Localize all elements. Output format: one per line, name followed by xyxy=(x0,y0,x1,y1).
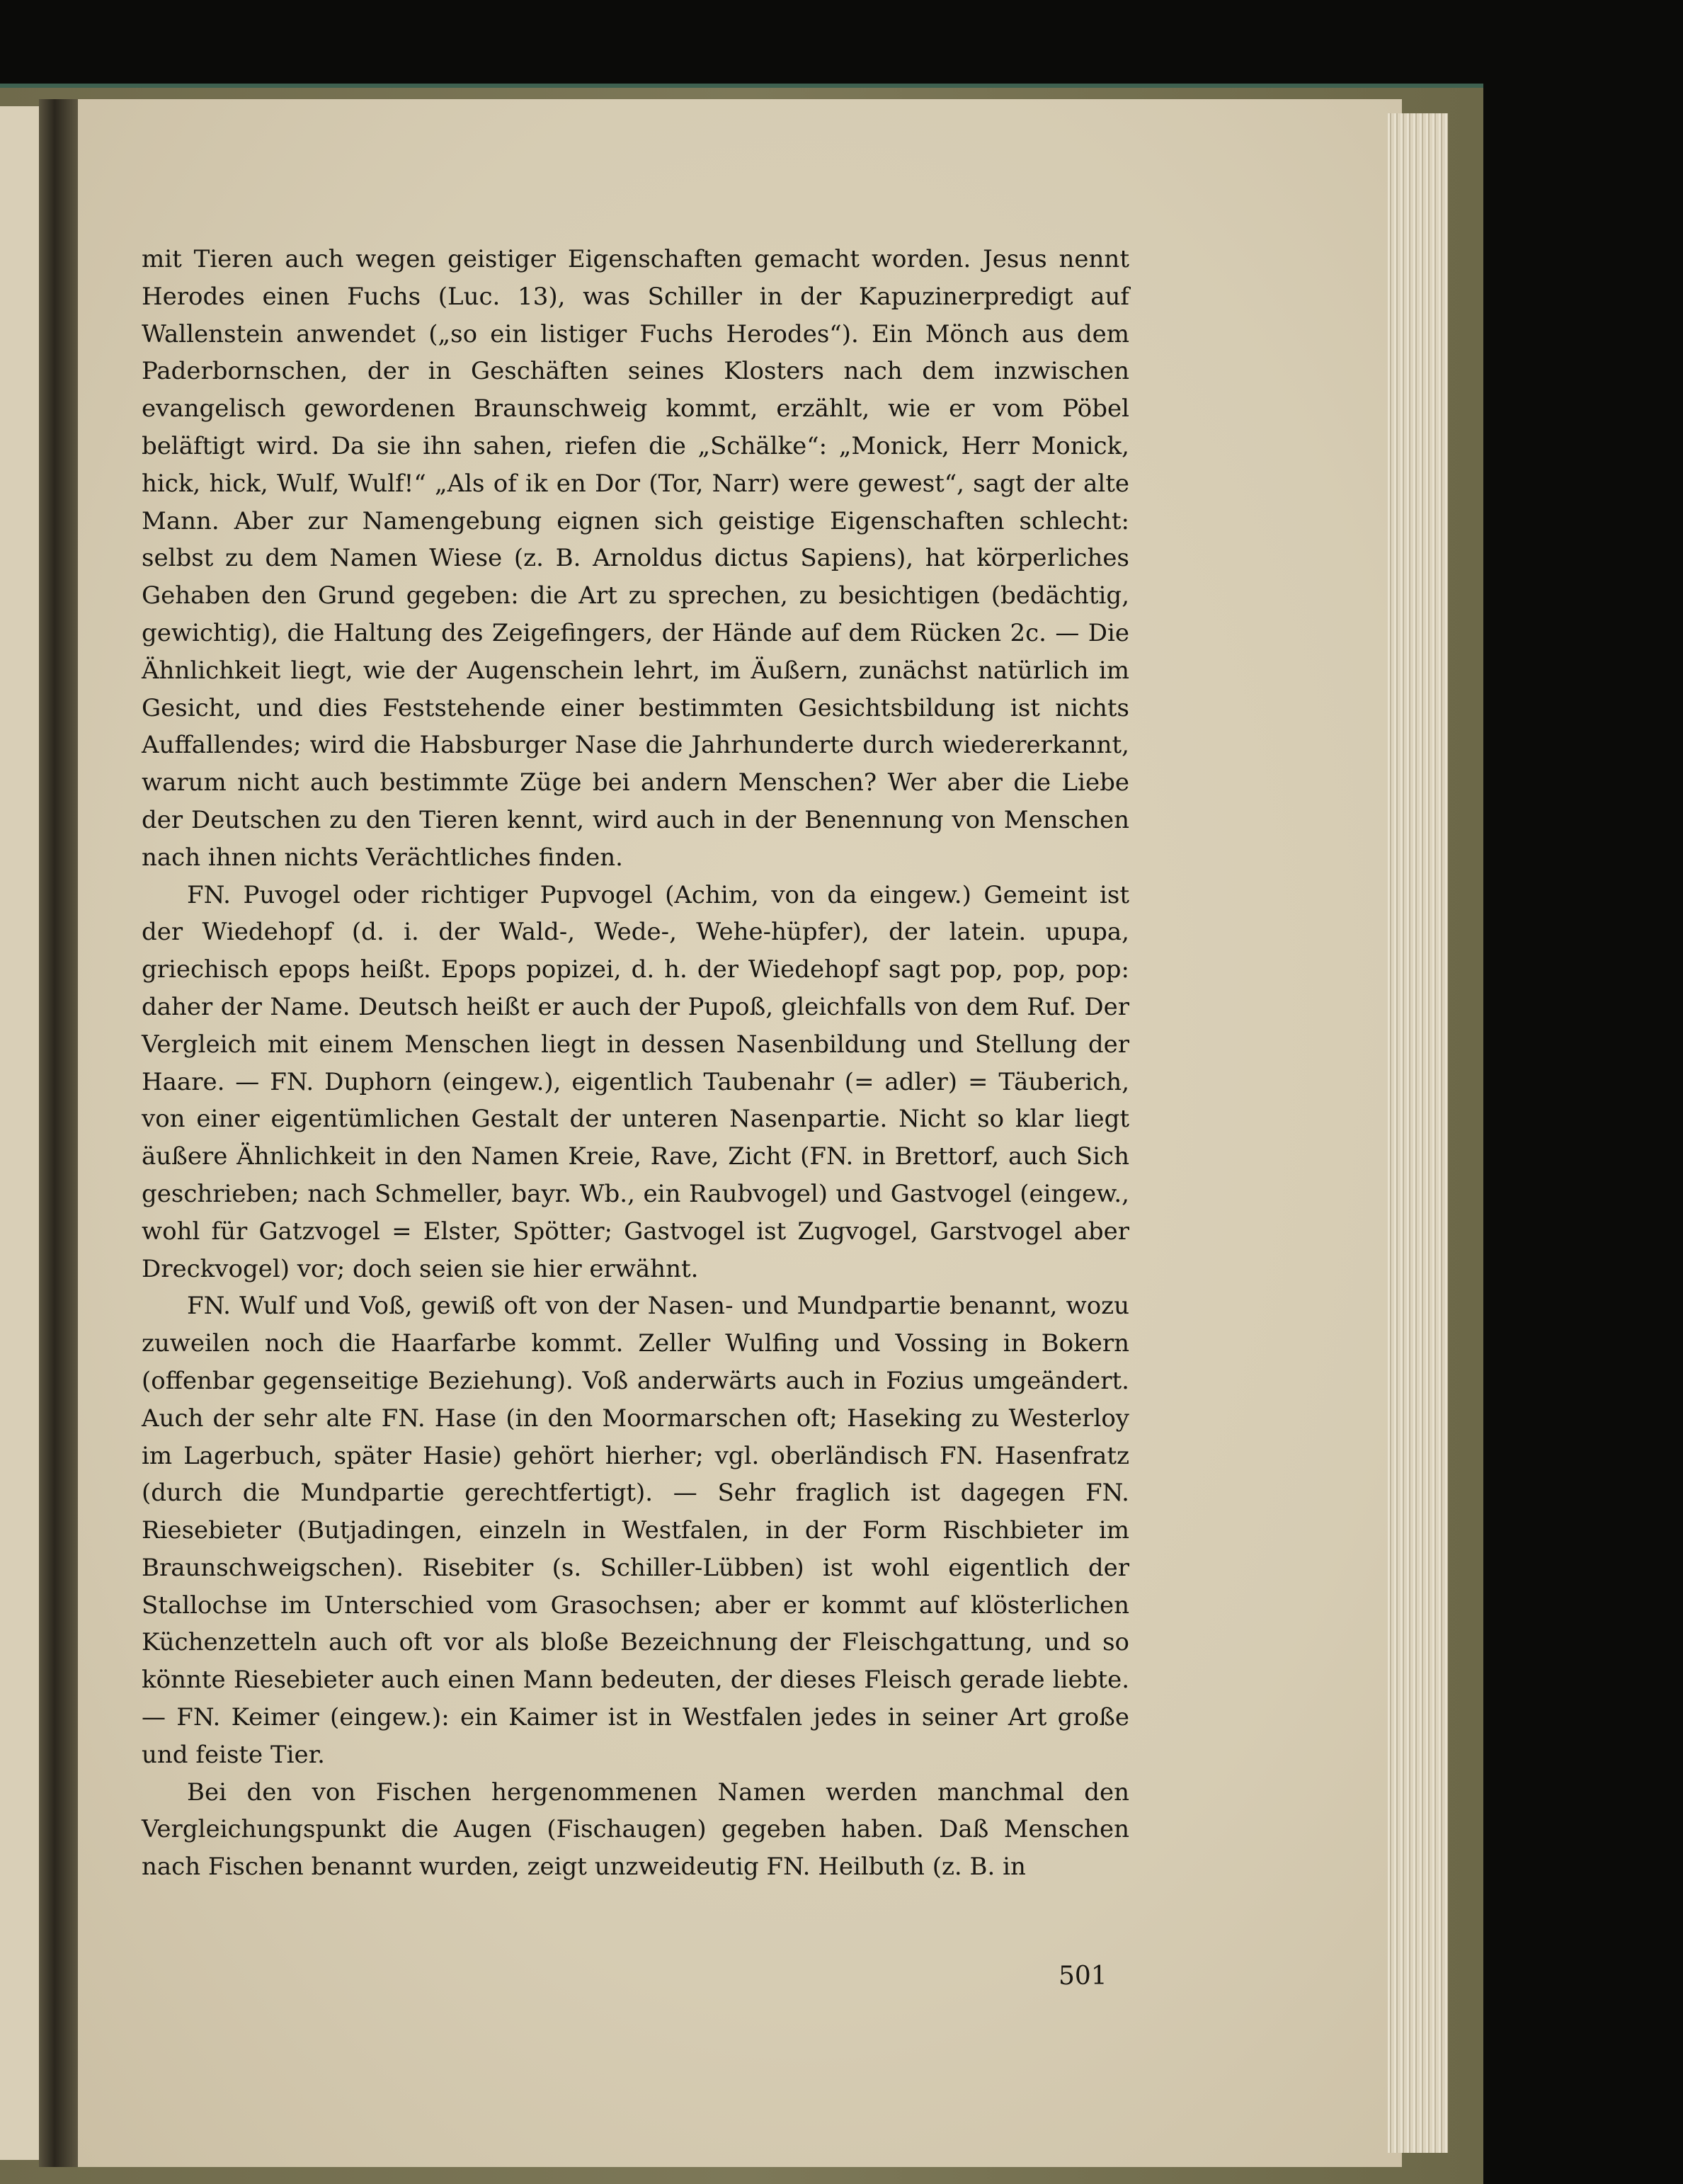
page-number: 501 xyxy=(1059,1962,1107,1991)
page-edges xyxy=(1388,113,1448,2153)
paragraph-4: Bei den von Fischen hergenommenen Namen werden manchmal den Vergleichungspunkt die Augen (Fischaugen) gegeben haben. Daß Menschen nach Fischen benannt wurden, zeigt unzweideutig FN. Heilbuth (z. B. in xyxy=(142,1778,1129,1882)
paragraph-2: FN. Puvogel oder richtiger Pupvogel (Achim, von da eingew.) Gemeint ist der Wiedehopf (d. i. der Wald-, Wede-, Wehe-hüpfer), der latein. upupa, griechisch epops heißt. Epops popizei, d. h. der Wiedehopf sagt pop, pop, pop: daher der Name. Deutsch heißt er auch der Pupoß, gleichfalls von dem Ruf. Der Vergleich mit einem Menschen liegt in dessen Nasenbildung und Stellung der Haare. — FN. Duphorn (eingew.), eigentlich Taubenahr (= adler) = Täuberich, von einer eigentümlichen Gestalt der unteren Nasenpartie. Nicht so klar liegt äußere Ähnlichkeit in den Namen Kreie, Rave, Zicht (FN. in Brettorf, auch Sich geschrieben; nach Schmeller, bayr. Wb., ein Raubvogel) und Gastvogel (eingew., wohl für Gatzvogel = Elster, Spötter; Gastvogel ist Zugvogel, Garstvogel aber Dreckvogel) vor; doch seien sie hier erwähnt. xyxy=(142,880,1129,1283)
page-body xyxy=(142,241,1129,1886)
paragraph-3: FN. Wulf und Voß, gewiß oft von der Nasen- und Mundpartie benannt, wozu zuweilen noch die Haarfarbe kommt. Zeller Wulfing und Vossing in Bokern (offenbar gegenseitige Beziehung). Voß anderwärts auch in Fozius umgeändert. Auch der sehr alte FN. Hase (in den Moormarschen oft; Haseking zu Westerloy im Lagerbuch, später Hasie) gehört hierher; vgl. oberländisch FN. Hasenfratz (durch die Mundpartie gerechtfertigt). — Sehr fraglich ist dagegen FN. Riesebieter (Butjadingen, einzeln in Westfalen, in der Form Rischbieter im Braunschweigschen). Risebiter (s. Schiller-Lübben) ist wohl eigentlich der Stallochse im Unterschied vom Grasochsen; aber er kommt auf klösterlichen Küchenzetteln auch oft vor als bloße Bezeichnung der Fleischgattung, und so könnte Riesebieter auch einen Mann bedeuten, der dieses Fleisch gerade liebte. — FN. Keimer (eingew.): ein Kaimer ist in Westfalen jedes in seiner Art große und feiste Tier. xyxy=(142,1292,1129,1769)
facing-page-edge xyxy=(0,106,39,2160)
book-gutter xyxy=(39,99,78,2167)
paragraph-1: mit Tieren auch wegen geistiger Eigenschaften gemacht worden. Jesus nennt Herodes einen Fuchs (Luc. 13), was Schiller in der Kapuzinerpredigt auf Wallenstein anwendet („so ein listiger Fuchs Herodes“). Ein Mönch aus dem Paderbornschen, der in Geschäften seines Klosters nach dem inzwischen evangelisch gewordenen Braunschweig kommt, erzählt, wie er vom Pöbel beläftigt wird. Da sie ihn sahen, riefen die „Schälke“: „Monick, Herr Monick, hick, hick, Wulf, Wulf!“ „Als of ik en Dor (Tor, Narr) were gewest“, sagt der alte Mann. Aber zur Namengebung eignen sich geistige Eigenschaften schlecht: selbst zu dem Namen Wiese (z. B. Arnoldus dictus Sapiens), hat körperliches Gehaben den Grund gegeben: die Art zu sprechen, zu besichtigen (bedächtig, gewichtig), die Haltung des Zeigefingers, der Hände auf dem Rücken 2c. — Die Ähnlichkeit liegt, wie der Augenschein lehrt, im Äußern, zunächst natürlich im Gesicht, und dies Feststehende einer bestimmten Gesichtsbildung ist nichts Auffallendes; wird die Habsburger Nase die Jahrhunderte durch wiedererkannt, warum nicht auch bestimmte Züge bei andern Menschen? Wer aber die Liebe der Deutschen zu den Tieren kennt, wird auch in der Benennung von Menschen nach ihnen nichts Verächtliches finden. xyxy=(142,245,1129,872)
